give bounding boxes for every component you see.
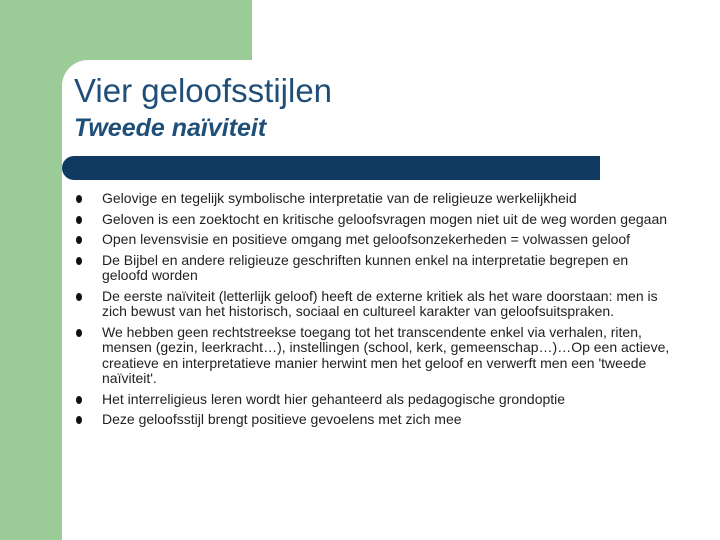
bullet-item [76, 212, 676, 228]
bullet-item [76, 412, 676, 428]
bullet-item [76, 232, 676, 248]
bullet-dot-icon [76, 396, 82, 404]
bullet-text: Gelovige en tegelijk symbolische interpretatie van de religieuze werkelijkheid [102, 190, 577, 206]
slide-title: Vier geloofsstijlen [74, 72, 333, 109]
bullet-text: Geloven is een zoektocht en kritische geloofsvragen mogen niet uit de weg worden gegaan [102, 210, 668, 227]
bullet-dot-icon [76, 216, 82, 224]
bullet-item [76, 325, 676, 387]
bullet-text: Deze geloofsstijl brengt positieve gevoelens met zich mee [102, 411, 462, 427]
bullet-text: De eerste naïviteit (letterlijk geloof) heeft de externe kritiek als het ware doorstaan: men is zich bewust van het historisch, sociaal en cultureel karakter van geloofsuitspraken. [102, 287, 658, 319]
bullet-text: We hebben geen rechtstreekse toegang tot het transcendente enkel via verhalen, riten, mensen (gezin, leerkracht…), instellingen (school, kerk, gemeenschap…)…Op een actieve, creatieve en interpretatieve manier herwint men het geloof en verwerft men een 'tweede naïviteit'. [102, 323, 670, 386]
bullet-item [76, 253, 676, 284]
bullet-dot-icon [76, 236, 82, 244]
bullet-dot-icon [76, 416, 82, 424]
slide-subtitle: Tweede naïviteit [74, 114, 267, 142]
header-divider-bar [62, 156, 600, 180]
bullet-item [76, 191, 676, 207]
bullet-dot-icon [76, 293, 82, 301]
bullet-list [76, 191, 676, 428]
bullet-dot-icon [76, 195, 82, 203]
bullet-dot-icon [76, 329, 82, 337]
bullet-text: De Bijbel en andere religieuze geschriften kunnen enkel na interpretatie begrepen en geloofd worden [102, 251, 629, 283]
bullet-item [76, 392, 676, 408]
bullet-dot-icon [76, 257, 82, 265]
bullet-text: Het interreligieus leren wordt hier gehanteerd als pedagogische grondoptie [102, 390, 566, 407]
bullet-text: Open levensvisie en positieve omgang met geloofsonzekerheden = volwassen geloof [102, 231, 631, 247]
bullet-item [76, 289, 676, 320]
